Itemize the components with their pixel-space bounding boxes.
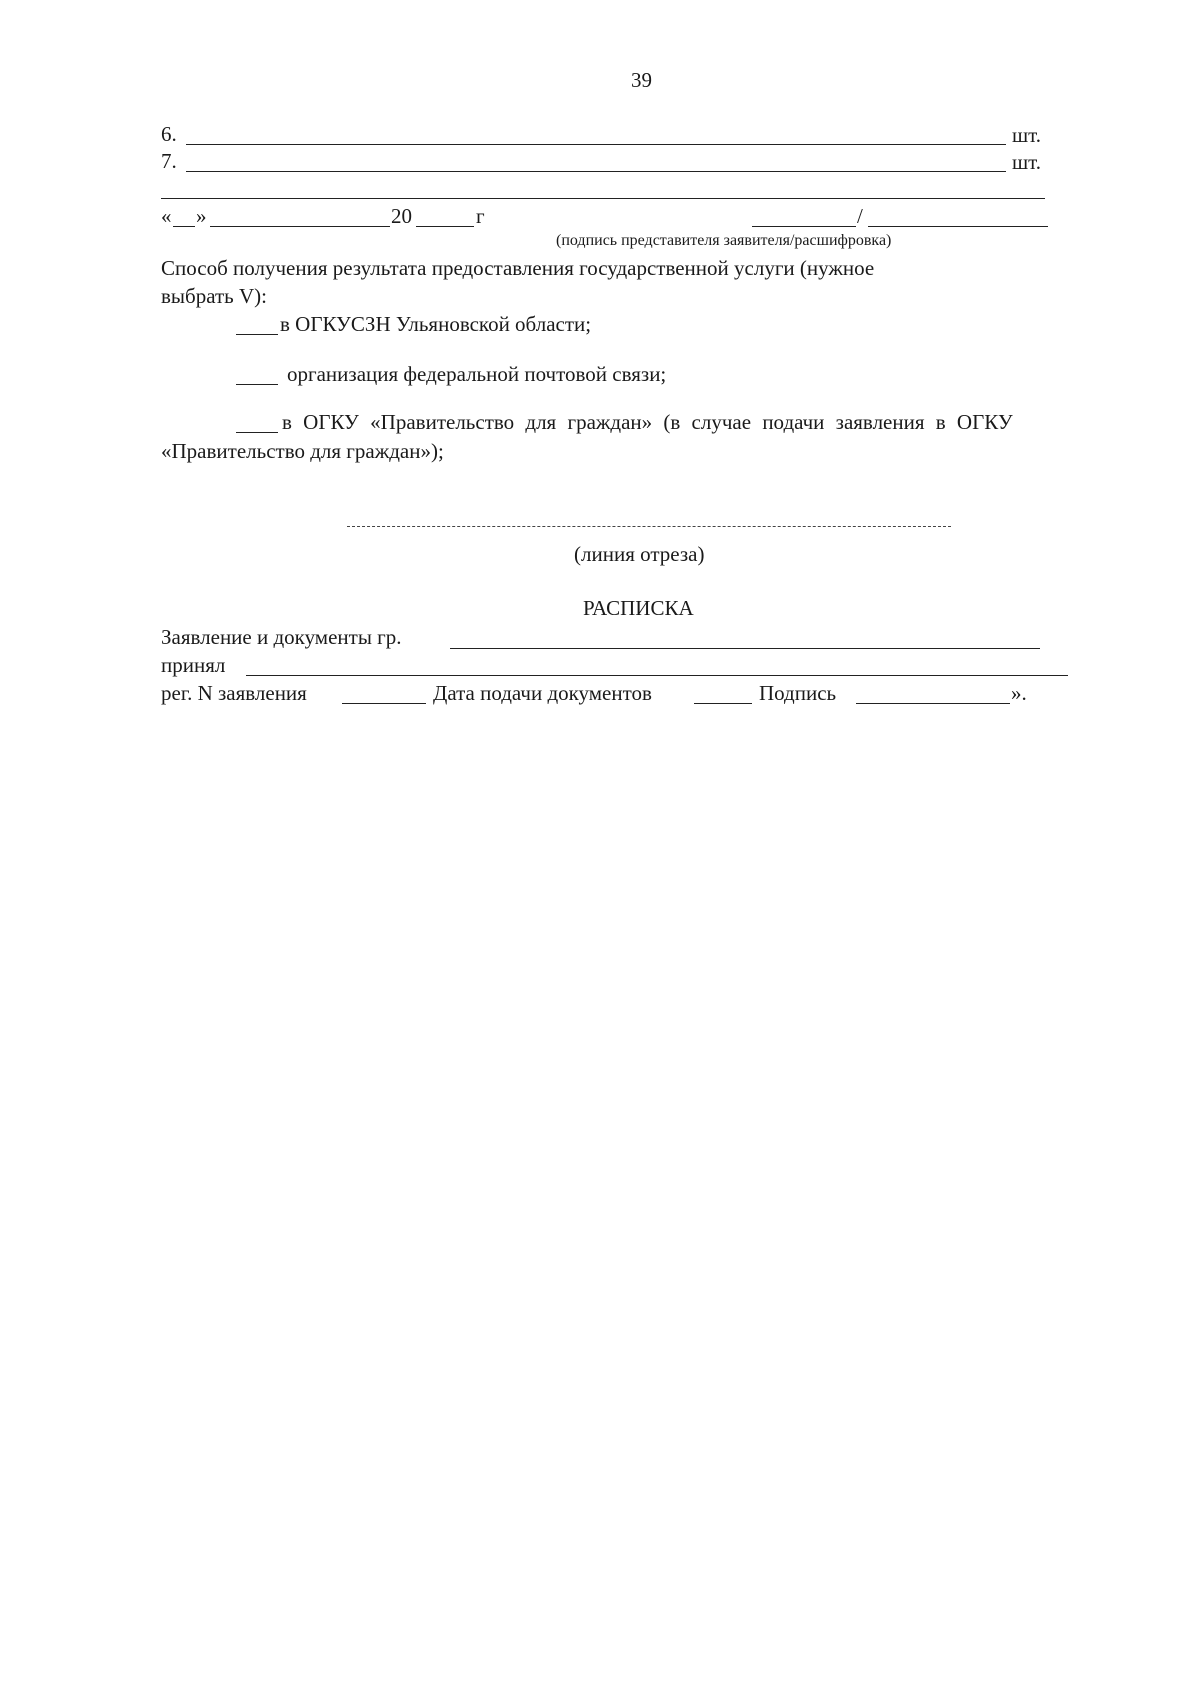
method-line-2: выбрать V): xyxy=(161,284,267,308)
receipt-applicant-label: Заявление и документы гр. xyxy=(161,625,402,649)
extra-blank-line[interactable] xyxy=(161,198,1045,199)
page-number: 39 xyxy=(631,68,652,92)
receipt-reg-label: рег. N заявления xyxy=(161,681,307,705)
receipt-sign-blank[interactable] xyxy=(856,703,1010,704)
date-month-blank[interactable] xyxy=(210,226,390,227)
date-year-prefix: 20 xyxy=(391,204,412,228)
receipt-reg-blank[interactable] xyxy=(342,703,426,704)
option-3-checkbox-blank[interactable] xyxy=(236,432,278,433)
receipt-applicant-blank[interactable] xyxy=(450,648,1040,649)
item-7-unit: шт. xyxy=(1012,150,1042,174)
item-6-unit: шт. xyxy=(1012,123,1042,147)
receipt-accepted-label: принял xyxy=(161,653,226,677)
option-3-label: в ОГКУ «Правительство для граждан» (в случае подачи заявления в ОГКУ xyxy=(282,410,1013,434)
option-1-checkbox-blank[interactable] xyxy=(236,334,278,335)
receipt-date-blank[interactable] xyxy=(694,703,752,704)
receipt-end: ». xyxy=(1011,681,1027,705)
item-7-blank-line[interactable] xyxy=(186,171,1006,172)
item-7-number: 7. xyxy=(161,149,177,173)
method-line-1: Способ получения результата предоставления государственной услуги (нужное xyxy=(161,256,875,280)
date-quote-close: » xyxy=(196,204,207,228)
option-2-checkbox-blank[interactable] xyxy=(236,384,278,385)
item-6-blank-line[interactable] xyxy=(186,144,1006,145)
signature-decode-blank[interactable] xyxy=(868,226,1048,227)
signature-slash: / xyxy=(857,204,863,228)
option-3-continuation: «Правительство для граждан»); xyxy=(161,439,444,463)
date-day-blank[interactable] xyxy=(173,226,195,227)
receipt-title: РАСПИСКА xyxy=(583,596,694,620)
receipt-accepted-blank[interactable] xyxy=(246,675,1068,676)
date-year-blank[interactable] xyxy=(416,226,474,227)
date-year-suffix: г xyxy=(476,204,485,228)
date-quote-open: « xyxy=(161,204,172,228)
receipt-date-label: Дата подачи документов xyxy=(433,681,652,705)
signature-caption: (подпись представителя заявителя/расшифровка) xyxy=(556,232,892,249)
receipt-sign-label: Подпись xyxy=(759,681,837,705)
signature-blank[interactable] xyxy=(752,226,856,227)
cut-line-label: (линия отреза) xyxy=(574,542,705,566)
option-2-label: организация федеральной почтовой связи; xyxy=(287,362,667,386)
option-1-label: в ОГКУСЗН Ульяновской области; xyxy=(280,312,592,336)
item-6-number: 6. xyxy=(161,122,177,146)
cut-line xyxy=(347,526,951,527)
